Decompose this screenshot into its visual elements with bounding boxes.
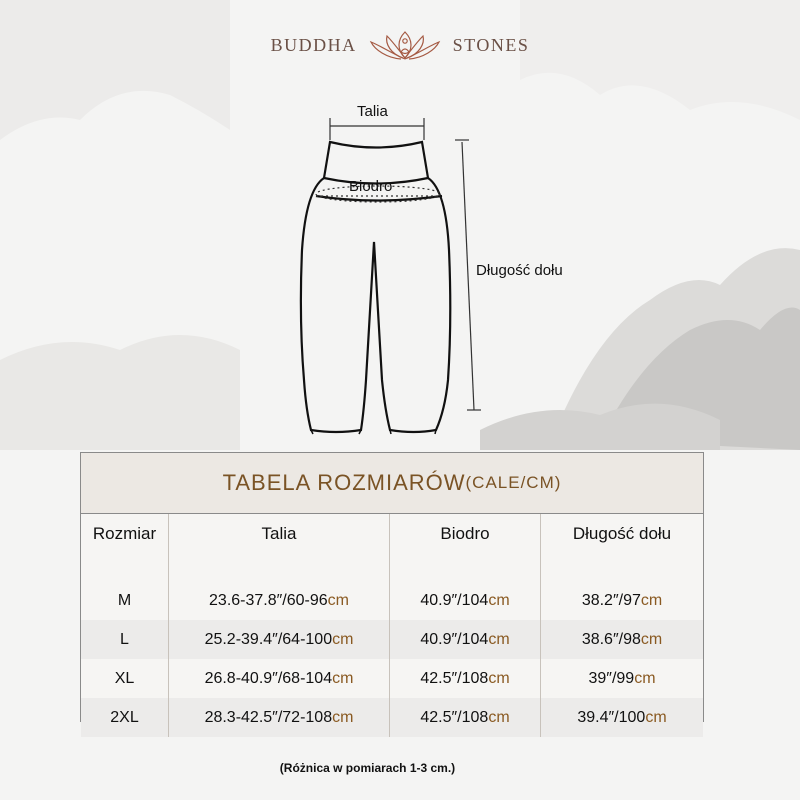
table-row xyxy=(81,659,703,698)
cell-waist-value: 23.6-37.8″/60-96 xyxy=(209,591,328,609)
unit-cm: cm xyxy=(327,591,349,609)
cell-hip-value: 40.9″/104 xyxy=(420,591,489,609)
cell-waist xyxy=(169,581,390,620)
cell-length xyxy=(541,581,704,620)
header-waist: Talia xyxy=(169,514,390,581)
unit-cm: cm xyxy=(332,669,354,687)
brand-name-right: STONES xyxy=(452,34,530,55)
unit-cm: cm xyxy=(332,708,354,726)
cell-hip xyxy=(390,581,541,620)
cell-length-value: 38.6″/98 xyxy=(581,630,641,648)
cell-length-value: 38.2″/97 xyxy=(581,591,641,609)
cell-hip xyxy=(390,698,541,737)
table-row xyxy=(81,581,703,620)
unit-cm: cm xyxy=(488,630,510,648)
header-hip: Biodro xyxy=(390,514,541,581)
cell-waist-value: 26.8-40.9″/68-104 xyxy=(204,669,333,687)
size-table xyxy=(81,514,703,737)
size-chart-title xyxy=(81,453,703,514)
cell-waist-value: 25.2-39.4″/64-100 xyxy=(204,630,333,648)
cell-size xyxy=(81,659,169,698)
unit-cm: cm xyxy=(488,591,510,609)
cell-size-value: XL xyxy=(114,669,135,687)
unit-cm: cm xyxy=(332,630,354,648)
table-row xyxy=(81,698,703,737)
cell-length xyxy=(541,698,704,737)
length-label: Długość dołu xyxy=(476,262,563,279)
unit-cm: cm xyxy=(634,669,656,687)
cell-waist-value: 28.3-42.5″/72-108 xyxy=(204,708,333,726)
size-chart-title-unit: (CALE/CM) xyxy=(465,473,562,492)
measurement-note: (Różnica w pomiarach 1-3 cm.) xyxy=(279,761,456,775)
size-chart-title-text: TABELA ROZMIARÓW xyxy=(222,470,466,495)
waist-label: Talia xyxy=(357,103,388,120)
cell-length xyxy=(541,659,704,698)
cell-size-value: L xyxy=(120,630,129,648)
cell-size-value: 2XL xyxy=(110,708,139,726)
length-measure-line xyxy=(462,142,474,410)
cell-waist xyxy=(169,620,390,659)
cell-hip xyxy=(390,659,541,698)
pants-outline-shape xyxy=(301,178,450,432)
cell-length-value: 39″/99 xyxy=(588,669,635,687)
hip-label: Biodro xyxy=(349,178,393,195)
cell-length-value: 39.4″/100 xyxy=(577,708,646,726)
cell-hip-value: 40.9″/104 xyxy=(420,630,489,648)
cell-hip xyxy=(390,620,541,659)
table-header-row xyxy=(81,514,703,581)
cell-hip-value: 42.5″/108 xyxy=(420,708,489,726)
cell-waist xyxy=(169,659,390,698)
brand-name-left: BUDDHA xyxy=(270,34,357,55)
cell-waist xyxy=(169,698,390,737)
header-length: Długość dołu xyxy=(572,524,672,543)
cell-hip-value: 42.5″/108 xyxy=(420,669,489,687)
header-size: Rozmiar xyxy=(81,514,169,581)
unit-cm: cm xyxy=(488,708,510,726)
cell-size xyxy=(81,581,169,620)
cell-length xyxy=(541,620,704,659)
unit-cm: cm xyxy=(640,591,663,609)
table-row xyxy=(81,620,703,659)
unit-cm: cm xyxy=(640,630,663,648)
size-chart-table xyxy=(80,452,704,726)
cell-size xyxy=(81,698,169,737)
unit-cm: cm xyxy=(645,708,667,726)
cell-size xyxy=(81,620,169,659)
unit-cm: cm xyxy=(488,669,510,687)
cell-size-value: M xyxy=(117,591,132,609)
